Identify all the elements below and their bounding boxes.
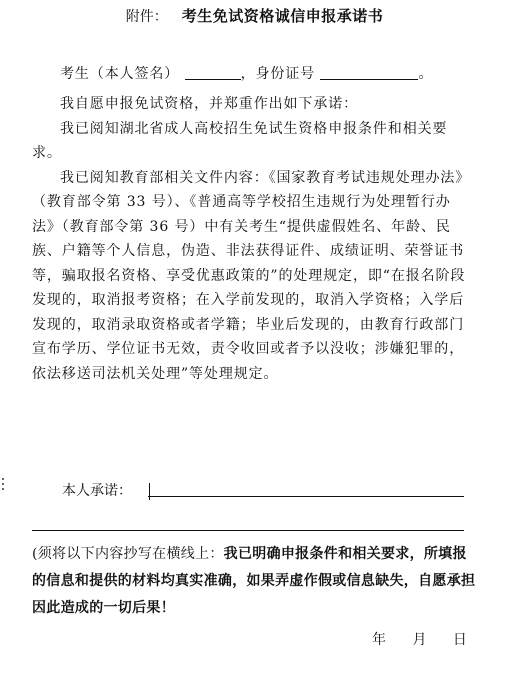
date-row bbox=[372, 629, 469, 649]
paragraph-2: 我已阅知湖北省成人高校招生免试生资格申报条件和相关要求。 bbox=[32, 120, 448, 161]
day-label: 日 bbox=[452, 632, 469, 648]
text-cursor bbox=[149, 483, 150, 500]
drag-handle-icon[interactable] bbox=[2, 478, 5, 493]
attachment-label: 附件： bbox=[125, 9, 168, 25]
comma-text: ， bbox=[240, 66, 256, 82]
candidate-signature-label: 考生（本人签名） bbox=[60, 66, 180, 82]
paragraph-3: 我已阅知教育部相关文件内容：《国家教育考试违规处理办法》（教育部令第 33 号）、《普通高等学校招生违规行为处理暂行办法》（教育部令第 36 号）中有关考生“提供虚假姓名、年龄、民族、户籍等个人信息，伪造、非法获得证件、成绩证明、荣誉证书等，骗取报名资格、享受优惠政策的”的处理规定，即“在报名阶段发现的，取消报考资格；在入学前发现的，取消入学资格；入学后发现的，取消录取资格或者学籍；毕业后发现的，由教育行政部门宣布学历、学位证书无效，责令收回或者予以没收；涉嫌犯罪的，依法移送司法机关处理”等处理规定。 bbox=[32, 169, 471, 382]
candidate-signature-field[interactable] bbox=[185, 65, 241, 80]
paragraph-1: 我自愿申报免试资格，并郑重作出如下承诺： bbox=[60, 96, 358, 112]
document-title: 考生免试资格诚信申报承诺书 bbox=[181, 7, 384, 25]
month-label: 月 bbox=[412, 632, 429, 648]
copy-statement: 我已明确申报条件和相关要求，所填报的信息和提供的材料均真实准确，如果弄虚作假或信息缺失，自愿承担因此造成的一切后果！ bbox=[32, 546, 476, 616]
id-number-field[interactable] bbox=[320, 65, 418, 80]
pledge-body bbox=[32, 92, 472, 386]
copy-line[interactable] bbox=[32, 530, 464, 531]
copy-instruction bbox=[32, 541, 480, 622]
id-number-label: 身份证号 bbox=[255, 66, 316, 82]
promise-input-field[interactable] bbox=[148, 496, 464, 497]
year-label: 年 bbox=[372, 632, 388, 648]
copy-instruction-prefix: (须将以下内容抄写在横线上： bbox=[32, 546, 224, 562]
candidate-info-row bbox=[32, 62, 472, 87]
period-text: 。 bbox=[418, 66, 434, 82]
document-header bbox=[0, 6, 509, 27]
promise-label: 本人承诺： bbox=[62, 483, 132, 499]
